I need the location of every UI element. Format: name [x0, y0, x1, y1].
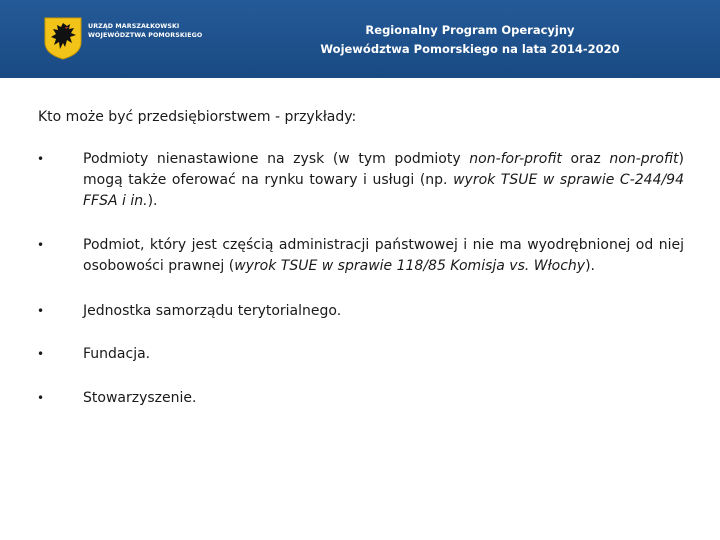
list-item-text: Stowarzyszenie.	[83, 390, 197, 406]
program-title-line-1: Regionalny Program Operacyjny	[365, 23, 575, 37]
bullet-glyph: •	[37, 347, 45, 361]
italic-run: wyrok TSUE w sprawie C-244/94 FFSA i in.	[83, 172, 685, 209]
list-item-text	[83, 235, 684, 277]
program-title-line-2: Województwa Pomorskiego na lata 2014-2020	[320, 42, 620, 56]
bullet-glyph: •	[37, 152, 45, 166]
org-name-line-1: URZĄD MARSZAŁKOWSKI	[88, 23, 180, 30]
text-run: ).	[147, 193, 158, 209]
org-name-line-2: WOJEWÓDZTWA POMORSKIEGO	[88, 31, 203, 39]
text-run: Podmiot, który jest częścią administracji państwowej i nie ma wyodrębnionej od niej osobowości prawnej (	[83, 237, 684, 274]
text-run: ).	[585, 258, 595, 274]
pomorskie-coat-of-arms-icon	[43, 16, 83, 60]
list-item-text: Fundacja.	[83, 346, 151, 362]
bullet-glyph: •	[37, 238, 45, 252]
intro-heading: Kto może być przedsiębiorstwem - przykłady:	[38, 109, 357, 125]
org-name	[88, 23, 202, 40]
italic-run: wyrok TSUE w sprawie 118/85 Komisja vs. Włochy	[234, 258, 586, 274]
text-run: ) mogą także oferować na rynku towary i usługi (np.	[83, 151, 684, 188]
bullet-glyph: •	[37, 304, 45, 318]
bullet-glyph: •	[37, 391, 45, 405]
program-title	[300, 21, 640, 59]
list-item-text: Jednostka samorządu terytorialnego.	[83, 303, 342, 319]
text-run: oraz	[561, 151, 610, 167]
italic-run: non-for-profit	[469, 151, 562, 167]
header-band	[0, 0, 720, 78]
text-run: Podmioty nienastawione na zysk (w tym podmioty	[83, 151, 470, 167]
italic-run: non-profit	[609, 151, 679, 167]
list-item-text	[83, 149, 684, 212]
